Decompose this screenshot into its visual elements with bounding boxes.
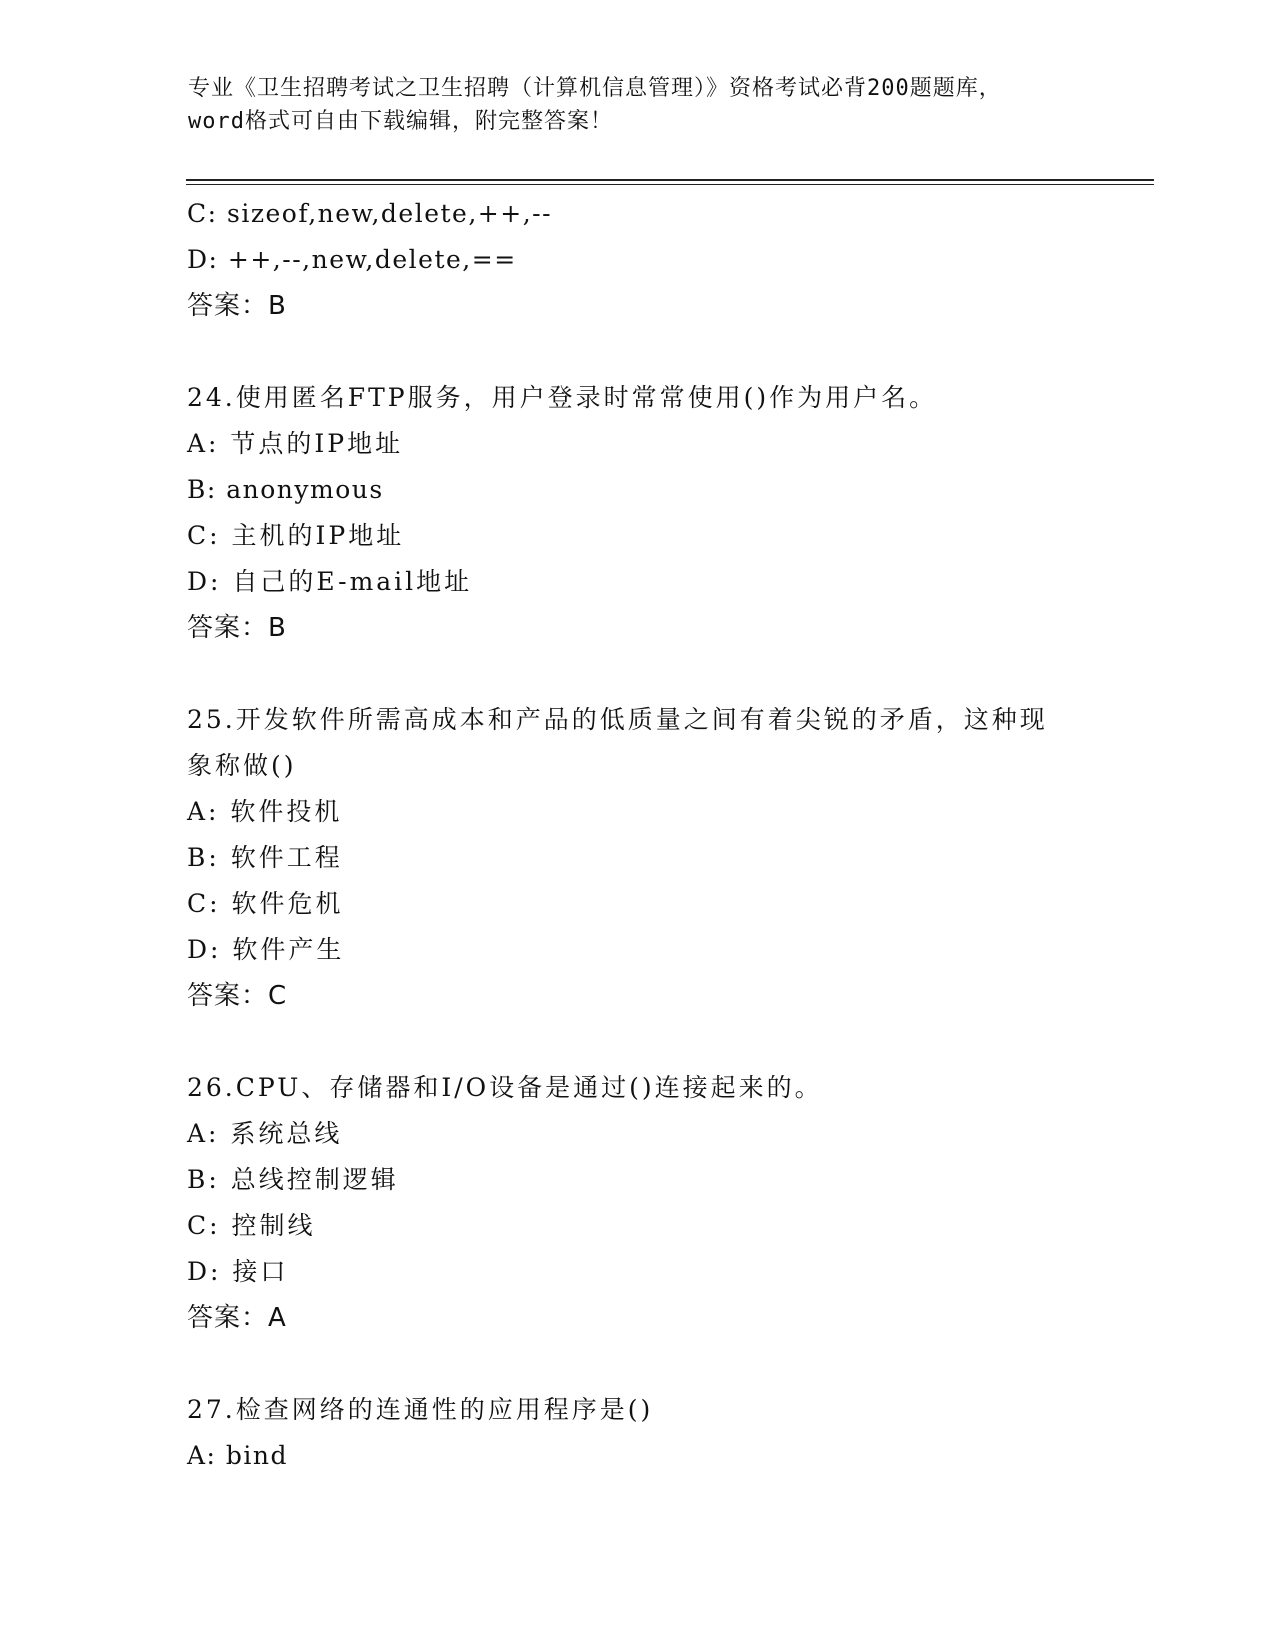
header-divider-thin: [186, 184, 1154, 185]
option-c: C: 主机的IP地址: [187, 521, 405, 550]
question-26: [187, 1065, 1107, 1341]
option-d: D: ++,--,new,delete,==: [187, 245, 517, 274]
spacer: [187, 1341, 1107, 1387]
question-text: 26.CPU、存储器和I/O设备是通过()连接起来的。: [187, 1073, 823, 1102]
question-text-line-1: 25.开发软件所需高成本和产品的低质量之间有着尖锐的矛盾，这种现: [187, 705, 1048, 734]
question-list: [187, 191, 1107, 1479]
question-25: [187, 697, 1107, 1019]
header-divider-thick: [186, 179, 1154, 181]
question-text: 27.检查网络的连通性的应用程序是(): [187, 1395, 654, 1424]
answer-label: 答案：A: [187, 1303, 287, 1333]
option-c: C: 控制线: [187, 1211, 316, 1240]
option-d: D: 软件产生: [187, 935, 345, 964]
option-c: C: 软件危机: [187, 889, 344, 918]
answer-label: 答案：C: [187, 981, 288, 1011]
header-title-line-1: 专业《卫生招聘考试之卫生招聘（计算机信息管理）》资格考试必背200题题库，: [188, 76, 1002, 101]
question-24: [187, 375, 1107, 651]
spacer: [187, 651, 1107, 697]
question-23-tail: [187, 191, 1107, 329]
document-header: [188, 72, 1088, 138]
option-d: D: 自己的E-mail地址: [187, 567, 473, 596]
option-d: D: 接口: [187, 1257, 289, 1286]
option-a: A: 软件投机: [187, 797, 343, 826]
option-b: B: 总线控制逻辑: [187, 1165, 399, 1194]
option-a: A: 系统总线: [187, 1119, 343, 1148]
header-title-line-2: word格式可自由下载编辑，附完整答案！: [188, 109, 613, 134]
question-27: [187, 1387, 1107, 1479]
option-b: B: 软件工程: [187, 843, 343, 872]
answer-label: 答案：B: [187, 613, 287, 643]
option-a: A: bind: [187, 1441, 289, 1470]
question-text-line-2: 象称做(): [187, 751, 297, 780]
option-b: B: anonymous: [187, 475, 384, 504]
spacer: [187, 1019, 1107, 1065]
question-text: 24.使用匿名FTP服务，用户登录时常常使用()作为用户名。: [187, 383, 938, 412]
option-a: A: 节点的IP地址: [187, 429, 404, 458]
answer-label: 答案：B: [187, 291, 287, 321]
option-c: C: sizeof,new,delete,++,--: [187, 199, 553, 228]
spacer: [187, 329, 1107, 375]
